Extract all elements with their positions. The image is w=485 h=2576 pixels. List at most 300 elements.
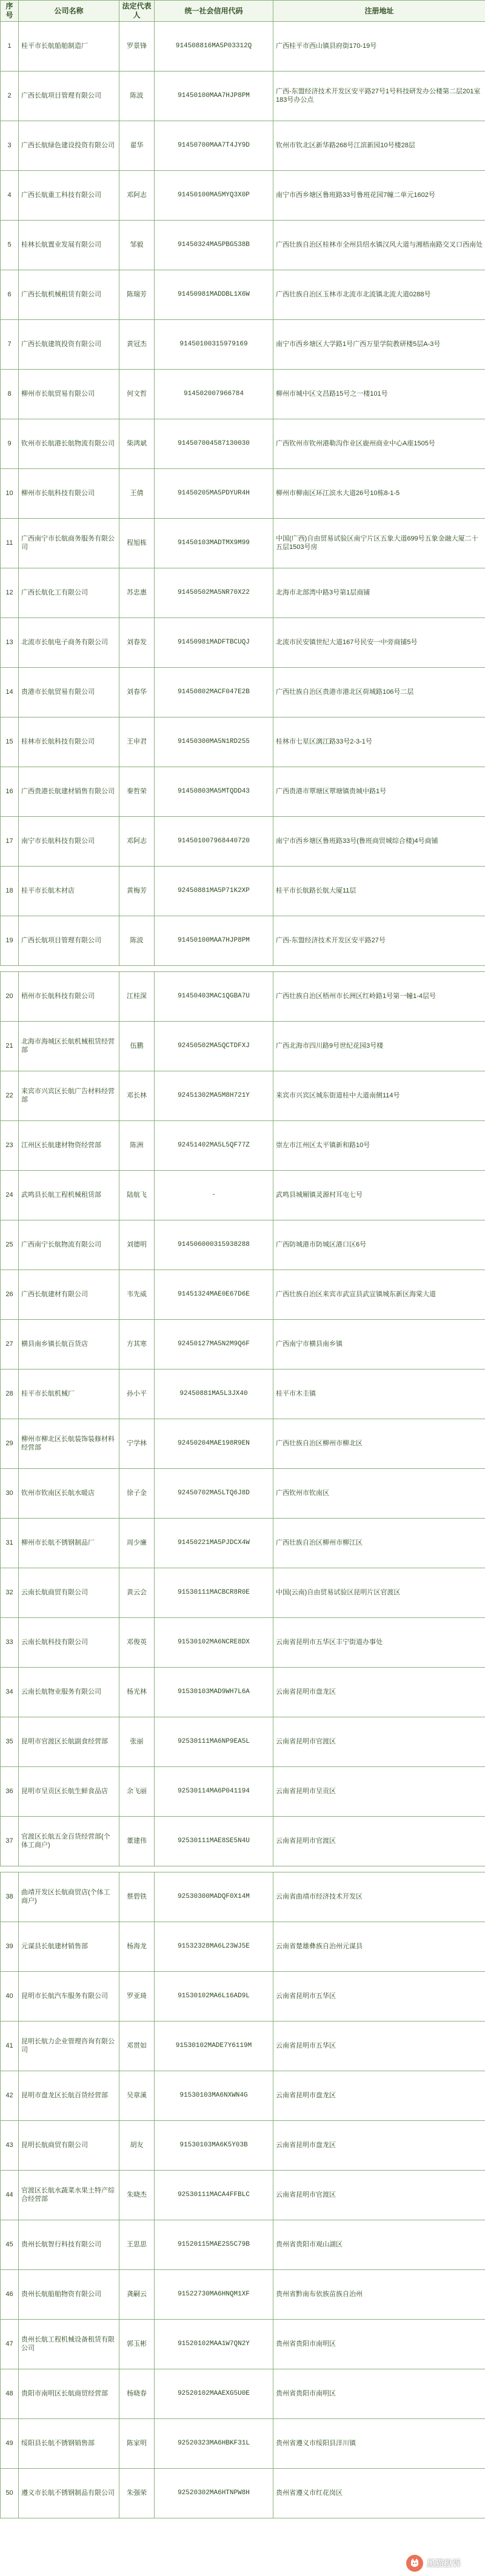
row-index: 44 bbox=[1, 2171, 19, 2220]
row-address: 贵州省贵阳市观山湖区 bbox=[273, 2220, 485, 2270]
row-company-name: 昆明市呈贡区长航生鲜食品店 bbox=[19, 1767, 119, 1817]
row-legal-rep: 苏忠惠 bbox=[119, 568, 155, 618]
row-legal-rep: 宁学林 bbox=[119, 1419, 155, 1469]
row-legal-rep: 徐子金 bbox=[119, 1469, 155, 1519]
row-legal-rep: 黄云会 bbox=[119, 1568, 155, 1618]
table-row bbox=[1, 972, 485, 1022]
row-address: 广西南宁市横县南乡镇 bbox=[273, 1320, 485, 1370]
row-address: 广西贵港市覃塘区覃塘镇贵城中路1号 bbox=[273, 767, 485, 817]
row-credit-code: 91530103MA6K5Y03B bbox=[155, 2121, 273, 2171]
row-address: 广西壮族自治区来宾市武宣县武宣镇城东新区海棠大道 bbox=[273, 1270, 485, 1320]
row-company-name: 广西南宁市长航商务服务有限公司 bbox=[19, 519, 119, 568]
row-index: 22 bbox=[1, 1071, 19, 1121]
row-company-name: 绥阳县长航不锈钢销售部 bbox=[19, 2419, 119, 2469]
row-credit-code: 92530111MA6NP9EA5L bbox=[155, 1717, 273, 1767]
row-credit-code: 91450205MA5PDYUR4H bbox=[155, 469, 273, 519]
row-legal-rep: 柴鸿斌 bbox=[119, 419, 155, 469]
table-row bbox=[1, 916, 485, 966]
row-company-name: 遵义市长航不锈钢制品有限公司 bbox=[19, 2469, 119, 2518]
row-company-name: 桂平市长航船舶制造厂 bbox=[19, 22, 119, 72]
row-legal-rep: 黄冠杰 bbox=[119, 320, 155, 370]
row-legal-rep: 朱晓杰 bbox=[119, 2171, 155, 2220]
row-legal-rep: 陈波 bbox=[119, 916, 155, 966]
row-address: 广西壮族自治区梧州市长洲区红岭路1号第一幢1-4层号 bbox=[273, 972, 485, 1022]
row-credit-code: 92520102MAAEXG5U0E bbox=[155, 2369, 273, 2419]
table-row bbox=[1, 2022, 485, 2071]
row-company-name: 云南长航商贸有限公司 bbox=[19, 1568, 119, 1618]
table-row bbox=[1, 717, 485, 767]
row-legal-rep: 程旭栋 bbox=[119, 519, 155, 568]
row-address: 中国(广西)自由贸易试验区南宁片区五象大道699号五象金融大厦二十五层1503号房 bbox=[273, 519, 485, 568]
row-company-name: 柳州市长航贸易有限公司 bbox=[19, 370, 119, 419]
row-legal-rep: 孙小平 bbox=[119, 1370, 155, 1419]
row-legal-rep: 何文哲 bbox=[119, 370, 155, 419]
table-row bbox=[1, 2121, 485, 2171]
row-company-name: 广西南宁长航物流有限公司 bbox=[19, 1220, 119, 1270]
row-company-name: 昆明长航力企业管理咨询有限公司 bbox=[19, 2022, 119, 2071]
row-index: 42 bbox=[1, 2071, 19, 2121]
row-index: 34 bbox=[1, 1668, 19, 1717]
table-row bbox=[1, 1022, 485, 1071]
row-address: 云南省昆明市呈贡区 bbox=[273, 1767, 485, 1817]
row-company-name: 官渡区长航水蔬菜水果土特产综合经营部 bbox=[19, 2171, 119, 2220]
row-index: 6 bbox=[1, 270, 19, 320]
row-index: 45 bbox=[1, 2220, 19, 2270]
row-address: 崇左市江州区太平镇新和路10号 bbox=[273, 1121, 485, 1171]
row-credit-code: 91450221MA5PJDCX4W bbox=[155, 1519, 273, 1568]
row-credit-code: 92520302MA6HTNPW8H bbox=[155, 2469, 273, 2518]
row-company-name: 官渡区长航五金百货经营部(个体工商户) bbox=[19, 1817, 119, 1866]
row-credit-code: 91450300MA5N1RD255 bbox=[155, 717, 273, 767]
row-legal-rep: 邓阿志 bbox=[119, 171, 155, 221]
row-company-name: 广西长航项目管理有限公司 bbox=[19, 916, 119, 966]
row-credit-code: 91450103MADTMX9M99 bbox=[155, 519, 273, 568]
row-index: 37 bbox=[1, 1817, 19, 1866]
row-index: 23 bbox=[1, 1121, 19, 1171]
row-legal-rep: 秦哲荣 bbox=[119, 767, 155, 817]
row-legal-rep: 陈波 bbox=[119, 72, 155, 121]
row-index: 2 bbox=[1, 72, 19, 121]
row-company-name: 曲靖开发区长航商贸店(个体工商户) bbox=[19, 1872, 119, 1922]
row-index: 16 bbox=[1, 767, 19, 817]
row-address: 云南省昆明市五华区 bbox=[273, 1972, 485, 2022]
row-legal-rep: 吴章溪 bbox=[119, 2071, 155, 2121]
row-legal-rep: 邓阿志 bbox=[119, 817, 155, 867]
row-address: 云南省昆明市五华区丰宁街道办事处 bbox=[273, 1618, 485, 1668]
row-address: 云南省昆明市官渡区 bbox=[273, 1717, 485, 1767]
table-row bbox=[1, 1817, 485, 1866]
row-company-name: 南宁市长航科技有限公司 bbox=[19, 817, 119, 867]
row-legal-rep: 刘春华 bbox=[119, 668, 155, 717]
table-row bbox=[1, 568, 485, 618]
row-index: 40 bbox=[1, 1972, 19, 2022]
row-company-name: 昆明市盘龙区长航百货经营部 bbox=[19, 2071, 119, 2121]
row-address: 广西壮族自治区桂林市全州县绍水镇汉风大道与湘梧南路交叉口西南处 bbox=[273, 221, 485, 270]
row-index: 20 bbox=[1, 972, 19, 1022]
row-index: 41 bbox=[1, 2022, 19, 2071]
row-address: 云南省楚雄彝族自治州元谋县 bbox=[273, 1922, 485, 1972]
row-company-name: 北海市海城区长航机械租赁经营部 bbox=[19, 1022, 119, 1071]
row-company-name: 贵州长航工程机械设备租赁有限公司 bbox=[19, 2320, 119, 2369]
row-company-name: 昆明市长航汽车服务有限公司 bbox=[19, 1972, 119, 2022]
row-legal-rep: 罗景锋 bbox=[119, 22, 155, 72]
row-company-name: 桂林市长航科技有限公司 bbox=[19, 717, 119, 767]
row-company-name: 桂平市长航机械厂 bbox=[19, 1370, 119, 1419]
row-company-name: 广西贵港长航建材销售有限公司 bbox=[19, 767, 119, 817]
table-row bbox=[1, 1618, 485, 1668]
row-address: 云南省曲靖市经济技术开发区 bbox=[273, 1872, 485, 1922]
row-address: 广西壮族自治区柳州市柳江区 bbox=[273, 1519, 485, 1568]
row-company-name: 广西长航项目管理有限公司 bbox=[19, 72, 119, 121]
table-row bbox=[1, 171, 485, 221]
row-address: 云南省昆明市盘龙区 bbox=[273, 2121, 485, 2171]
table-row bbox=[1, 1320, 485, 1370]
row-credit-code: 91520102MAA1W7QN2Y bbox=[155, 2320, 273, 2369]
row-legal-rep: 邓长林 bbox=[119, 1071, 155, 1121]
row-company-name: 北流市长航电子商务有限公司 bbox=[19, 618, 119, 668]
row-credit-code: - bbox=[155, 1171, 273, 1220]
table-row bbox=[1, 1668, 485, 1717]
row-company-name: 江州区长航建材物资经营部 bbox=[19, 1121, 119, 1171]
row-legal-rep: 邓俊英 bbox=[119, 1618, 155, 1668]
row-index: 48 bbox=[1, 2369, 19, 2419]
table-row bbox=[1, 1922, 485, 1972]
table-header-row bbox=[1, 1, 485, 22]
row-index: 27 bbox=[1, 1320, 19, 1370]
row-credit-code: 91450803MA5MTQDD43 bbox=[155, 767, 273, 817]
table-row bbox=[1, 2270, 485, 2320]
row-index: 50 bbox=[1, 2469, 19, 2518]
row-company-name: 武鸣县长航工程机械租赁部 bbox=[19, 1171, 119, 1220]
row-index: 46 bbox=[1, 2270, 19, 2320]
table-row bbox=[1, 1469, 485, 1519]
table-row bbox=[1, 2369, 485, 2419]
row-address: 云南省昆明市官渡区 bbox=[273, 2171, 485, 2220]
row-index: 31 bbox=[1, 1519, 19, 1568]
row-index: 3 bbox=[1, 121, 19, 171]
row-index: 39 bbox=[1, 1922, 19, 1972]
row-index: 30 bbox=[1, 1469, 19, 1519]
row-address: 广西防城港市防城区港口区6号 bbox=[273, 1220, 485, 1270]
row-credit-code: 91530111MACBCR8R0E bbox=[155, 1568, 273, 1618]
row-company-name: 来宾市兴宾区长航广告材料经营部 bbox=[19, 1071, 119, 1121]
row-legal-rep: 邹毅 bbox=[119, 221, 155, 270]
row-company-name: 元谋县长航建材销售部 bbox=[19, 1922, 119, 1972]
row-credit-code: 91450502MA5NR70X22 bbox=[155, 568, 273, 618]
table-row bbox=[1, 2419, 485, 2469]
table-row bbox=[1, 2071, 485, 2121]
section-gap bbox=[1, 1866, 485, 1872]
table-row bbox=[1, 2320, 485, 2369]
row-address: 广西桂平市西山镇县府街170-19号 bbox=[273, 22, 485, 72]
brand-logo-icon bbox=[406, 2555, 423, 2572]
row-company-name: 钦州市钦南区长航水暖店 bbox=[19, 1469, 119, 1519]
row-address: 武鸣县城厢镇灵源村耳屯七号 bbox=[273, 1171, 485, 1220]
table-row bbox=[1, 1419, 485, 1469]
row-company-name: 钦州市长航港长航物流有限公司 bbox=[19, 419, 119, 469]
row-address: 桂平市长航路长航大厦11层 bbox=[273, 867, 485, 916]
table-row bbox=[1, 221, 485, 270]
row-index: 36 bbox=[1, 1767, 19, 1817]
row-index: 32 bbox=[1, 1568, 19, 1618]
table-row bbox=[1, 1972, 485, 2022]
row-legal-rep: 郭玉彬 bbox=[119, 2320, 155, 2369]
row-address: 云南省昆明市盘龙区 bbox=[273, 2071, 485, 2121]
row-credit-code: 914507004587130030 bbox=[155, 419, 273, 469]
row-credit-code: 91450403MAC1QGBA7U bbox=[155, 972, 273, 1022]
table-row bbox=[1, 270, 485, 320]
row-address: 柳州市城中区文昌路15号之一楼101号 bbox=[273, 370, 485, 419]
row-credit-code: 914508816MA5P03312Q bbox=[155, 22, 273, 72]
row-index: 10 bbox=[1, 469, 19, 519]
row-legal-rep: 邓贯如 bbox=[119, 2022, 155, 2071]
row-company-name: 柳州市长航不锈钢制品厂 bbox=[19, 1519, 119, 1568]
row-credit-code: 92450204MAE198R9EN bbox=[155, 1419, 273, 1469]
row-credit-code: 92450502MA5QCTDFXJ bbox=[155, 1022, 273, 1071]
row-address: 桂平市木圭镇 bbox=[273, 1370, 485, 1419]
row-company-name: 横县南乡镇长航百货店 bbox=[19, 1320, 119, 1370]
table-row bbox=[1, 2171, 485, 2220]
header-index: 序号 bbox=[1, 1, 19, 22]
row-legal-rep: 翟华 bbox=[119, 121, 155, 171]
table-row bbox=[1, 1519, 485, 1568]
row-credit-code: 92450881MA5P71K2XP bbox=[155, 867, 273, 916]
row-index: 7 bbox=[1, 320, 19, 370]
row-index: 33 bbox=[1, 1618, 19, 1668]
table-row bbox=[1, 1717, 485, 1767]
row-address: 广西-东盟经济技术开发区安平路27号1号科技研发办公楼第二层201室183号办公点 bbox=[273, 72, 485, 121]
row-address: 广西钦州市钦州港勒沟作业区鹿州商业中心A座1505号 bbox=[273, 419, 485, 469]
row-legal-rep: 王思思 bbox=[119, 2220, 155, 2270]
row-index: 18 bbox=[1, 867, 19, 916]
row-index: 49 bbox=[1, 2419, 19, 2469]
table-row bbox=[1, 419, 485, 469]
table-row bbox=[1, 1220, 485, 1270]
row-credit-code: 92451302MA5M8H721Y bbox=[155, 1071, 273, 1121]
table-body bbox=[1, 22, 485, 2518]
row-legal-rep: 刘春发 bbox=[119, 618, 155, 668]
row-index: 25 bbox=[1, 1220, 19, 1270]
row-legal-rep: 方其寒 bbox=[119, 1320, 155, 1370]
row-legal-rep: 陈瑞芳 bbox=[119, 270, 155, 320]
row-company-name: 桂平市长航木材店 bbox=[19, 867, 119, 916]
row-address: 柳州市柳南区环江滨水大道26号10栋8-1-5 bbox=[273, 469, 485, 519]
table-row bbox=[1, 1171, 485, 1220]
row-company-name: 昆明市官渡区长航副食经营部 bbox=[19, 1717, 119, 1767]
row-index: 1 bbox=[1, 22, 19, 72]
row-legal-rep: 王申君 bbox=[119, 717, 155, 767]
row-legal-rep: 陈家明 bbox=[119, 2419, 155, 2469]
row-company-name: 梧州市长航科技有限公司 bbox=[19, 972, 119, 1022]
row-index: 19 bbox=[1, 916, 19, 966]
row-credit-code: 91530102MADE7Y6119M bbox=[155, 2022, 273, 2071]
row-company-name: 昆明长航商贸有限公司 bbox=[19, 2121, 119, 2171]
table-row bbox=[1, 519, 485, 568]
row-address: 广西壮族自治区玉林市北流市北流镇北流大道0288号 bbox=[273, 270, 485, 320]
table-row bbox=[1, 2220, 485, 2270]
table-row bbox=[1, 1121, 485, 1171]
row-address: 中国(云南)自由贸易试验区昆明片区官渡区 bbox=[273, 1568, 485, 1618]
row-legal-rep: 王倩 bbox=[119, 469, 155, 519]
row-company-name: 柳州市长航科技有限公司 bbox=[19, 469, 119, 519]
row-address: 贵州省遵义市绥阳县洋川镇 bbox=[273, 2419, 485, 2469]
header-company-name: 公司名称 bbox=[19, 1, 119, 22]
row-credit-code: 91450700MAA7T4JY9D bbox=[155, 121, 273, 171]
row-address: 贵州省黔南布依族苗族自治州 bbox=[273, 2270, 485, 2320]
watermark-text: 黑猫投诉 bbox=[427, 2558, 461, 2568]
row-credit-code: 91522730MA6HNQM1XF bbox=[155, 2270, 273, 2320]
row-credit-code: 91530102MA6NCRE8DX bbox=[155, 1618, 273, 1668]
header-address: 注册地址 bbox=[273, 1, 485, 22]
row-legal-rep: 蔡碧铁 bbox=[119, 1872, 155, 1922]
row-credit-code: 91520115MAE2S5C79B bbox=[155, 2220, 273, 2270]
row-index: 17 bbox=[1, 817, 19, 867]
row-index: 26 bbox=[1, 1270, 19, 1320]
row-credit-code: 92530114MA6P041194 bbox=[155, 1767, 273, 1817]
row-company-name: 广西长航绿色建设投资有限公司 bbox=[19, 121, 119, 171]
row-index: 28 bbox=[1, 1370, 19, 1419]
row-company-name: 桂林长航置业发展有限公司 bbox=[19, 221, 119, 270]
row-company-name: 广西长航建材有限公司 bbox=[19, 1270, 119, 1320]
row-index: 12 bbox=[1, 568, 19, 618]
row-index: 14 bbox=[1, 668, 19, 717]
row-credit-code: 91530103MAD9WH7L6A bbox=[155, 1668, 273, 1717]
row-legal-rep: 董建伟 bbox=[119, 1817, 155, 1866]
row-credit-code: 91450981MADDBL1X6W bbox=[155, 270, 273, 320]
row-address: 桂林市七星区漓江路33号2-3-1号 bbox=[273, 717, 485, 767]
table-row bbox=[1, 1872, 485, 1922]
row-address: 云南省昆明市盘龙区 bbox=[273, 1668, 485, 1717]
row-address: 广西钦州市钦南区 bbox=[273, 1469, 485, 1519]
row-legal-rep: 余飞丽 bbox=[119, 1767, 155, 1817]
row-credit-code: 92520323MA6HBKF31L bbox=[155, 2419, 273, 2469]
row-credit-code: 914506000315938288 bbox=[155, 1220, 273, 1270]
row-legal-rep: 杨光林 bbox=[119, 1668, 155, 1717]
row-address: 广西壮族自治区贵港市港北区荷城路106号二层 bbox=[273, 668, 485, 717]
row-address: 南宁市西乡塘区鲁班路33号鲁班花园7幢二单元1602号 bbox=[273, 171, 485, 221]
row-credit-code: 914502007966784 bbox=[155, 370, 273, 419]
row-legal-rep: 杨海龙 bbox=[119, 1922, 155, 1972]
row-index: 21 bbox=[1, 1022, 19, 1071]
row-credit-code: 91530102MA6L16AD9L bbox=[155, 1972, 273, 2022]
row-legal-rep: 陆航飞 bbox=[119, 1171, 155, 1220]
row-address: 北流市民安镇世纪大道167号民安一中旁商铺5号 bbox=[273, 618, 485, 668]
row-legal-rep: 杨晓春 bbox=[119, 2369, 155, 2419]
header-legal-rep: 法定代表人 bbox=[119, 1, 155, 22]
section-gap bbox=[1, 966, 485, 972]
table-row bbox=[1, 1568, 485, 1618]
row-company-name: 广西长航建筑投资有限公司 bbox=[19, 320, 119, 370]
row-credit-code: 91450100MA5MYQ3X0P bbox=[155, 171, 273, 221]
table-row bbox=[1, 1270, 485, 1320]
row-index: 5 bbox=[1, 221, 19, 270]
row-legal-rep: 韦先威 bbox=[119, 1270, 155, 1320]
table-row bbox=[1, 121, 485, 171]
header-credit-code: 统一社会信用代码 bbox=[155, 1, 273, 22]
row-legal-rep: 龚嗣云 bbox=[119, 2270, 155, 2320]
row-index: 13 bbox=[1, 618, 19, 668]
table-row bbox=[1, 668, 485, 717]
row-credit-code: 92450127MA5N2M9Q6F bbox=[155, 1320, 273, 1370]
row-credit-code: 91450324MA5PBG538B bbox=[155, 221, 273, 270]
row-credit-code: 91450100MAA7HJP8PM bbox=[155, 72, 273, 121]
row-company-name: 贵港市长航贸易有限公司 bbox=[19, 668, 119, 717]
row-credit-code: 92451402MA5L5QF77Z bbox=[155, 1121, 273, 1171]
row-legal-rep: 胡友 bbox=[119, 2121, 155, 2171]
row-address: 广西-东盟经济技术开发区安平路27号 bbox=[273, 916, 485, 966]
row-address: 南宁市西乡塘区鲁班路33号(鲁班商贸城综合楼)4号商铺 bbox=[273, 817, 485, 867]
row-index: 35 bbox=[1, 1717, 19, 1767]
row-credit-code: 92530111MACA4FFBLC bbox=[155, 2171, 273, 2220]
table-row bbox=[1, 72, 485, 121]
row-address: 钦州市钦北区新华路268号江滨新园10号楼28层 bbox=[273, 121, 485, 171]
row-company-name: 贵州长航智行科技有限公司 bbox=[19, 2220, 119, 2270]
watermark bbox=[406, 2554, 478, 2572]
row-legal-rep: 朱强荣 bbox=[119, 2469, 155, 2518]
row-legal-rep: 江桂深 bbox=[119, 972, 155, 1022]
table-row bbox=[1, 817, 485, 867]
row-credit-code: 91450802MACF047E2B bbox=[155, 668, 273, 717]
row-legal-rep: 张丽 bbox=[119, 1717, 155, 1767]
row-address: 北海市北部湾中路3号第1层商铺 bbox=[273, 568, 485, 618]
row-address: 广西壮族自治区柳州市柳北区 bbox=[273, 1419, 485, 1469]
table-row bbox=[1, 618, 485, 668]
row-credit-code: 91530103MA6NXWN4G bbox=[155, 2071, 273, 2121]
table-row bbox=[1, 867, 485, 916]
row-company-name: 广西长航机械租赁有限公司 bbox=[19, 270, 119, 320]
table-row bbox=[1, 320, 485, 370]
row-company-name: 贵阳市南明区长航商贸经营部 bbox=[19, 2369, 119, 2419]
row-company-name: 广西长航重工科技有限公司 bbox=[19, 171, 119, 221]
row-address: 广西北海市四川路9号世纪花园3号楼 bbox=[273, 1022, 485, 1071]
row-credit-code: 92450702MA5LTQ6J8D bbox=[155, 1469, 273, 1519]
row-index: 29 bbox=[1, 1419, 19, 1469]
table-row bbox=[1, 1071, 485, 1121]
row-index: 15 bbox=[1, 717, 19, 767]
row-credit-code: 92530300MADQF0X14M bbox=[155, 1872, 273, 1922]
row-legal-rep: 陈洲 bbox=[119, 1121, 155, 1171]
row-index: 38 bbox=[1, 1872, 19, 1922]
row-company-name: 云南长航科技有限公司 bbox=[19, 1618, 119, 1668]
row-legal-rep: 罗亚琦 bbox=[119, 1972, 155, 2022]
row-address: 贵州省贵阳市南明区 bbox=[273, 2320, 485, 2369]
row-index: 47 bbox=[1, 2320, 19, 2369]
row-credit-code: 92530111MAE8SE5N4U bbox=[155, 1817, 273, 1866]
row-legal-rep: 刘德明 bbox=[119, 1220, 155, 1270]
row-credit-code: 914501007968440720 bbox=[155, 817, 273, 867]
row-index: 8 bbox=[1, 370, 19, 419]
row-legal-rep: 伍鹏 bbox=[119, 1022, 155, 1071]
row-address: 南宁市西乡塘区大学路1号广西万里学院教研楼5层A-3号 bbox=[273, 320, 485, 370]
row-address: 云南省昆明市五华区 bbox=[273, 2022, 485, 2071]
row-credit-code: 92450881MA5L3JX40 bbox=[155, 1370, 273, 1419]
row-company-name: 贵州长航船舶物资有限公司 bbox=[19, 2270, 119, 2320]
row-credit-code: 91450100315979169 bbox=[155, 320, 273, 370]
row-address: 来宾市兴宾区城东街道桂中大道南侧114号 bbox=[273, 1071, 485, 1121]
row-index: 9 bbox=[1, 419, 19, 469]
table-row bbox=[1, 1767, 485, 1817]
row-company-name: 柳州市柳北区长航装饰装修材料经营部 bbox=[19, 1419, 119, 1469]
row-address: 贵州省遵义市红花岗区 bbox=[273, 2469, 485, 2518]
table-row bbox=[1, 370, 485, 419]
row-credit-code: 91532328MA6L23WJ5E bbox=[155, 1922, 273, 1972]
row-index: 43 bbox=[1, 2121, 19, 2171]
table-row bbox=[1, 1370, 485, 1419]
row-address: 云南省昆明市官渡区 bbox=[273, 1817, 485, 1866]
row-legal-rep: 黄梅芳 bbox=[119, 867, 155, 916]
row-company-name: 云南长航物业服务有限公司 bbox=[19, 1668, 119, 1717]
row-credit-code: 91450100MAA7HJP8PM bbox=[155, 916, 273, 966]
